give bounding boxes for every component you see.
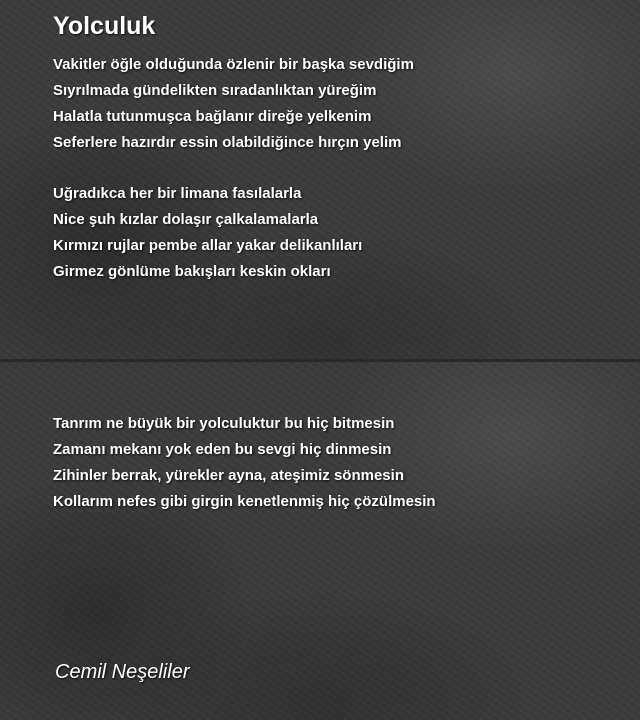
stanza-1	[53, 52, 414, 156]
poem-line: Nice şuh kızlar dolaşır çalkalamalarla	[53, 211, 319, 228]
poem-line: Uğradıkca her bir limana fasılalarla	[53, 185, 302, 202]
poem-line: Seferlere hazırdır essin olabildiğince hırçın yelim	[53, 134, 402, 151]
poem-line: Kırmızı rujlar pembe allar yakar delikanlıları	[53, 237, 363, 254]
poem-line: Girmez gönlüme bakışları keskin okları	[53, 263, 331, 280]
stanza-3	[53, 411, 436, 515]
poem-line: Kollarım nefes gibi girgin kenetlenmiş hiç çözülmesin	[53, 493, 436, 510]
poem-line: Zamanı mekanı yok eden bu sevgi hiç dinmesin	[53, 441, 392, 458]
poem-line: Zihinler berrak, yürekler ayna, ateşimiz sönmesin	[53, 467, 404, 484]
poem-line: Tanrım ne büyük bir yolculuktur bu hiç bitmesin	[53, 415, 395, 432]
stanza-2	[53, 181, 362, 285]
poem-title: Yolculuk	[53, 12, 156, 40]
poem-line: Vakitler öğle olduğunda özlenir bir başka sevdiğim	[53, 56, 414, 73]
poem-author: Cemil Neşeliler	[55, 661, 190, 683]
poem-line: Sıyrılmada gündelikten sıradanlıktan yüreğim	[53, 82, 377, 99]
poem-line: Halatla tutunmuşca bağlanır direğe yelkenim	[53, 108, 372, 125]
